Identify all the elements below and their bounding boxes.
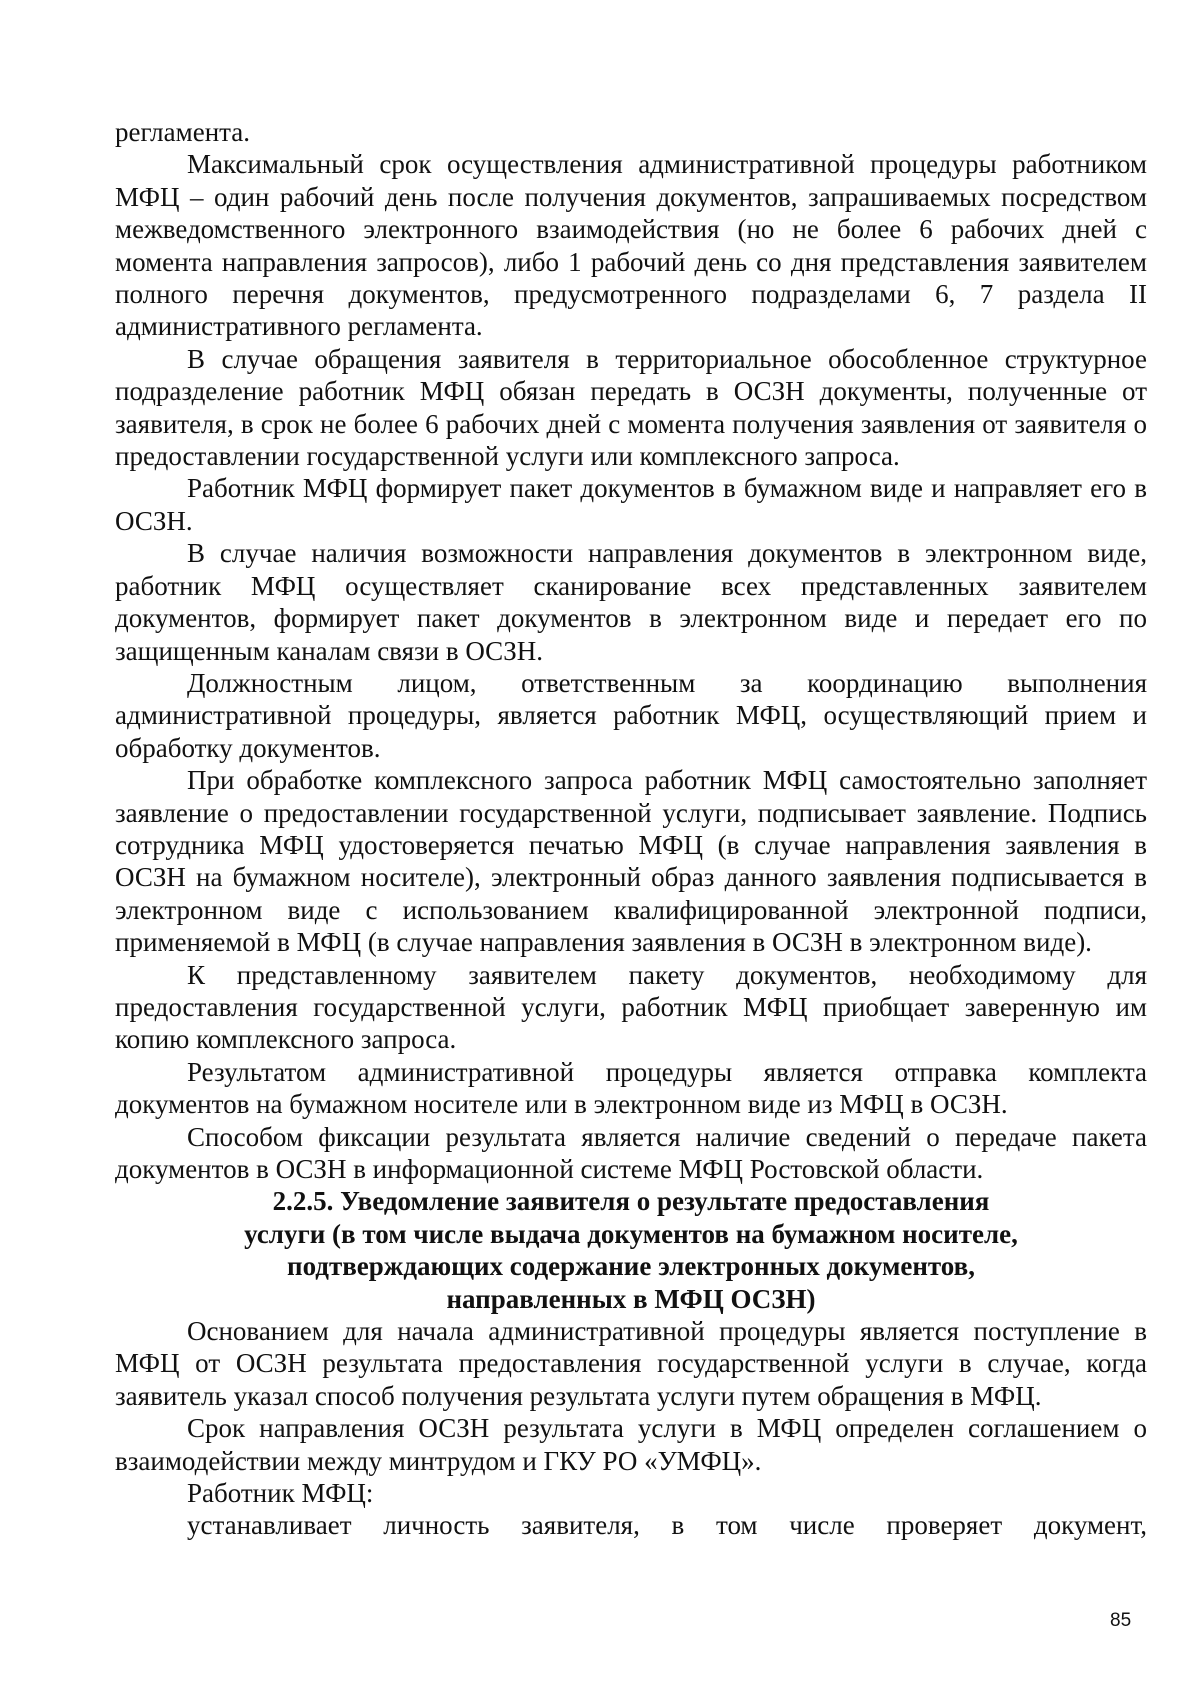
section-heading-line: направленных в МФЦ ОСЗН) <box>446 1283 816 1314</box>
paragraph-term-agreement: Срок направления ОСЗН результата услуги в МФЦ определен соглашением о взаимодействии между минтрудом и ГКУ РО «УМФЦ». <box>115 1413 1147 1476</box>
paragraph-request-copy: К представленному заявителем пакету документов, необходимому для предоставления государственной услуги, работник МФЦ приобщает заверенную им копию комплексного запроса. <box>115 959 1147 1055</box>
paragraph-max-term: Максимальный срок осуществления административной процедуры работником МФЦ – один рабочий день после получения документов, запрашиваемых посредством межведомственного электронного взаимодействия (но не более 6 рабочих дней с момента направления запросов), либо 1 рабочий день со дня представления заявителем полного перечня документов, предусмотренного подразделами 6, 7 раздела II административного регламента. <box>115 149 1147 342</box>
section-heading <box>115 1185 1147 1315</box>
paragraph-electronic-package: В случае наличия возможности направления документов в электронном виде, работник МФЦ осуществляет сканирование всех представленных заявителем документов, формирует пакет документов в электронном виде и передает его по защищенным каналам связи в ОСЗН. <box>115 538 1147 666</box>
paragraph-identity-check: устанавливает личность заявителя, в том числе проверяет документ, <box>187 1510 1147 1541</box>
paragraph-regulation-end: регламента. <box>115 117 251 147</box>
paragraph-result-fixation: Способом фиксации результата является наличие сведений о передаче пакета документов в ОСЗН в информационной системе МФЦ Ростовской области. <box>115 1121 1147 1184</box>
section-heading-line: подтверждающих содержание электронных документов, <box>287 1251 975 1282</box>
paragraph-procedure-result: Результатом административной процедуры является отправка комплекта документов на бумажном носителе или в электронном виде из МФЦ в ОСЗН. <box>115 1056 1147 1120</box>
document-page <box>115 116 1147 1542</box>
paragraph-basis: Основанием для начала административной процедуры является поступление в МФЦ от ОСЗН результата предоставления государственной услуги в случае, когда заявитель указал способ получения результата услуги путем обращения в МФЦ. <box>115 1316 1147 1411</box>
paragraph-responsible-person: Должностным лицом, ответственным за координацию выполнения административной процедуры, является работник МФЦ, осуществляющий прием и обработку документов. <box>115 667 1147 763</box>
paragraph-paper-package: Работник МФЦ формирует пакет документов в бумажном виде и направляет его в ОСЗН. <box>115 473 1147 536</box>
paragraph-complex-request: При обработке комплексного запроса работник МФЦ самостоятельно заполняет заявление о предоставлении государственной услуги, подписывает заявление. Подпись сотрудника МФЦ удостоверяется печатью МФЦ (в случае направления заявления в ОСЗН на бумажном носителе), электронный образ данного заявления подписывается в электронном виде с использованием квалифицированной электронной подписи, применяемой в МФЦ (в случае направления заявления в ОСЗН в электронном виде). <box>115 765 1147 958</box>
section-heading-line: 2.2.5. Уведомление заявителя о результате предоставления <box>272 1186 990 1217</box>
paragraph-territorial-subdivision: В случае обращения заявителя в территориальное обособленное структурное подразделение работник МФЦ обязан передать в ОСЗН документы, полученные от заявителя, в срок не более 6 рабочих дней с момента получения заявления от заявителя о предоставлении государственной услуги или комплексного запроса. <box>115 343 1147 472</box>
section-heading-line: услуги (в том числе выдача документов на бумажном носителе, <box>244 1218 1018 1249</box>
page-number: 85 <box>1110 1610 1132 1631</box>
paragraph-worker: Работник МФЦ: <box>187 1478 374 1509</box>
